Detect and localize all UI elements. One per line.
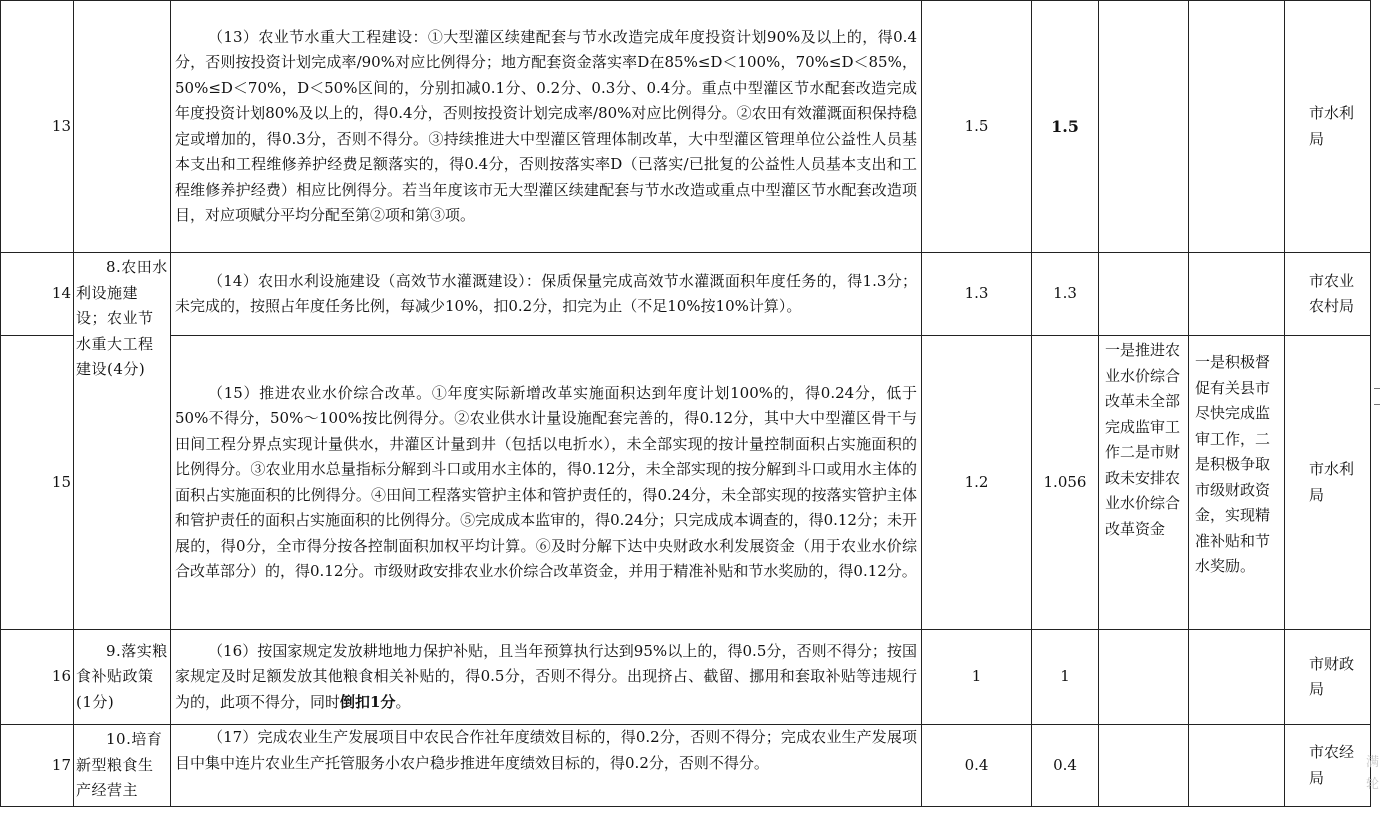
watermark-text: 满 轮 xyxy=(1366,755,1380,792)
issue-text: 一是推进农业水价综合改革未全部完成监审工作二是市财政未安排农业水价综合改革资金 xyxy=(1099,336,1189,630)
issue-text xyxy=(1099,1,1189,253)
category-label: 8.农田水利设施建设；农业节水重大工程建设(4分) xyxy=(76,258,168,378)
score-value: 0.4 xyxy=(922,725,1032,807)
actual-score-value: 1.5 xyxy=(1032,1,1099,253)
table-row xyxy=(1,725,1371,807)
row-number: 14 xyxy=(1,253,74,336)
category-cell xyxy=(74,630,171,725)
table-row xyxy=(1,630,1371,725)
standard-paragraph: （13）农业节水重大工程建设：①大型灌区续建配套与节水改造完成年度投资计划90%及以上的，得0.4分，否则按投资计划完成率/90%对应比例得分；地方配套资金落实率D在85%≤D＜100%，70%≤D＜85%，50%≤D＜70%，D＜50%区间的，分别扣减0.1分、0.2分、0.3分、0.4分。重点中型灌区节水配套改造完成年度投资计划80%及以上的，得0.4分，否则按投资计划完成率/80%对应比例得分。②农田有效灌溉面积保持稳定或增加的，得0.3分，否则不得分。③持续推进大中型灌区管理体制改革，大中型灌区管理单位公益性人员基本支出和工程维修养护经费足额落实的，得0.4分，否则按落实率D（已落实/已批复的公益性人员基本支出和工程维修养护经费）相应比例得分。若当年度该市无大型灌区续建配套与节水改造或重点中型灌区节水配套改造项目，对应项赋分平均分配至第②项和第③项。 xyxy=(175,27,917,224)
department-text: 市农经局 xyxy=(1285,725,1371,807)
category-label: 10.培育新型粮食生产经营主 xyxy=(76,730,163,799)
standard-paragraph: （17）完成农业生产发展项目中农民合作社年度绩效目标的，得0.2分，否则不得分；完成农业生产发展项目中集中连片农业生产托管服务小农户稳步推进年度绩效目标的，得0.2分，否则不得分。 xyxy=(175,728,917,772)
standard-text xyxy=(171,1,922,253)
score-value: 1.5 xyxy=(922,1,1032,253)
actual-score-value: 1.3 xyxy=(1032,253,1099,336)
standard-text xyxy=(171,336,922,630)
actual-score-value: 1.056 xyxy=(1032,336,1099,630)
row-number: 13 xyxy=(1,1,74,253)
department-text: 市水利局 xyxy=(1285,1,1371,253)
score-value: 1.2 xyxy=(922,336,1032,630)
issue-text xyxy=(1099,630,1189,725)
measure-text xyxy=(1189,630,1285,725)
standard-bold: 倒扣1分 xyxy=(340,692,396,711)
category-cell xyxy=(74,725,171,807)
table-row xyxy=(1,1,1371,253)
table-row xyxy=(1,253,1371,336)
score-value: 1.3 xyxy=(922,253,1032,336)
actual-score-value: 0.4 xyxy=(1032,725,1099,807)
standard-main: （16）按国家规定发放耕地地力保护补贴，且当年预算执行达到95%以上的，得0.5分，否则不得分；按国家规定及时足额发放其他粮食相关补贴的，得0.5分，否则不得分。出现挤占、截留、挪用和套取补贴等违规行为的，此项不得分，同时 xyxy=(175,641,917,711)
category-cell-empty xyxy=(74,1,171,253)
actual-score-value: 1 xyxy=(1032,630,1099,725)
row-number: 16 xyxy=(1,630,74,725)
margin-mark xyxy=(1374,388,1380,389)
department-text: 市农业农村局 xyxy=(1285,253,1371,336)
row-number: 17 xyxy=(1,725,74,807)
score-value: 1 xyxy=(922,630,1032,725)
standard-paragraph xyxy=(175,639,917,716)
standard-text xyxy=(171,725,922,807)
measure-text xyxy=(1189,1,1285,253)
issue-text xyxy=(1099,725,1189,807)
category-label: 9.落实粮食补贴政策(1分) xyxy=(76,641,168,711)
measure-text: 一是积极督促有关县市尽快完成监审工作，二是积极争取市级财政资金，实现精准补贴和节水奖励。 xyxy=(1189,336,1285,630)
standard-paragraph: （15）推进农业水价综合改革。①年度实际新增改革实施面积达到年度计划100%的，得0.24分，低于50%不得分，50%～100%按比例得分。②农业供水计量设施配套完善的，得0.12分，其中大中型灌区骨干与田间工程分界点实现计量供水，井灌区计量到井（包括以电折水），未全部实现的按计量控制面积占实施面积的比例得分。③农业用水总量指标分解到斗口或用水主体的，得0.12分，未全部实现的按分解到斗口或用水主体的面积占实施面积的比例得分。④田间工程落实管护主体和管护责任的，得0.24分，未全部实现的按落实管护主体和管护责任的面积占实施面积的比例得分。⑤完成成本监审的，得0.24分；只完成成本调查的，得0.12分；未开展的，得0分，全市得分按各控制面积加权平均计算。⑥及时分解下达中央财政水利发展资金（用于农业水价综合改革部分）的，得0.12分。市级财政安排农业水价综合改革资金，并用于精准补贴和节水奖励的，得0.12分。 xyxy=(175,383,917,580)
measure-text xyxy=(1189,725,1285,807)
issue-text xyxy=(1099,253,1189,336)
margin-mark xyxy=(1374,404,1380,405)
department-text: 市财政局 xyxy=(1285,630,1371,725)
table-row xyxy=(1,336,1371,630)
standard-text xyxy=(171,253,922,336)
category-cell xyxy=(74,253,171,630)
department-text: 市水利局 xyxy=(1285,336,1371,630)
row-number: 15 xyxy=(1,336,74,630)
measure-text xyxy=(1189,253,1285,336)
standard-end: 。 xyxy=(395,692,411,711)
standard-text xyxy=(171,630,922,725)
standard-paragraph: （14）农田水利设施建设（高效节水灌溉建设）：保质保量完成高效节水灌溉面积年度任务的，得1.3分；未完成的，按照占年度任务比例，每减少10%，扣0.2分，扣完为止（不足10%按10%计算）。 xyxy=(175,271,917,315)
